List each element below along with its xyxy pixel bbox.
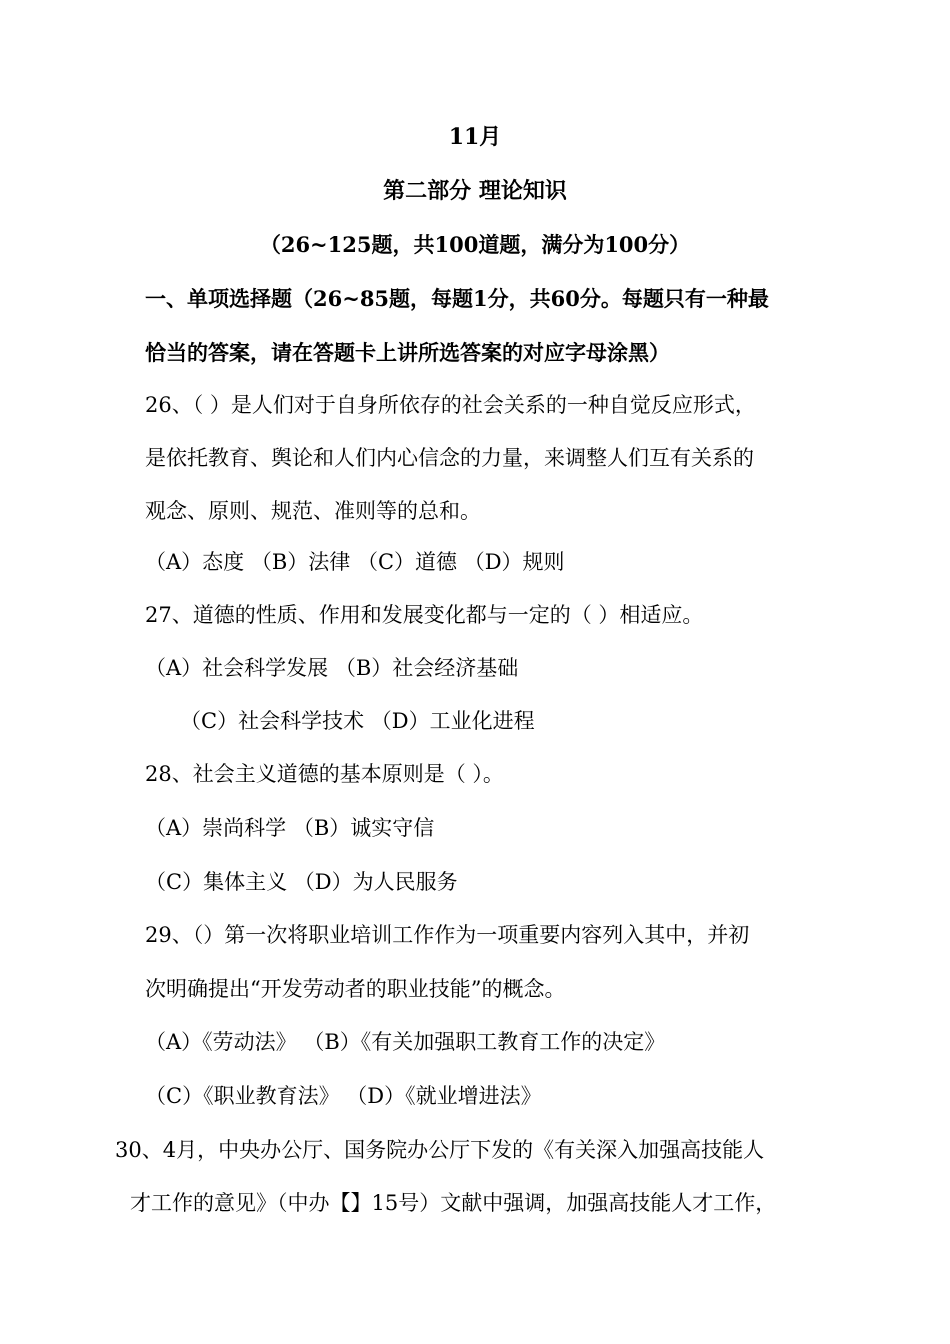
question-26-stem-line-2: 是依托教育、舆论和人们内心信念的力量，来调整人们互有关系的 xyxy=(145,446,754,470)
question-30-stem-line-2: 才工作的意见》（中办【】15号）文献中强调，加强高技能人才工作， xyxy=(130,1191,777,1215)
question-29-stem-line-1: 29、（）第一次将职业培训工作作为一项重要内容列入其中，并初 xyxy=(145,923,750,947)
question-30-stem-line-1: 30、4月，中央办公厅、国务院办公厅下发的《有关深入加强高技能人 xyxy=(115,1138,765,1162)
question-27-options-line-2: （C）社会科学技术 （D）工业化进程 xyxy=(180,709,535,733)
part-subtitle: （26~125题，共100道题，满分为100分） xyxy=(259,232,691,257)
question-28-stem: 28、社会主义道德的基本原则是（ ）。 xyxy=(145,762,504,786)
question-27-options-line-1: （A）社会科学发展 （B）社会经济基础 xyxy=(145,656,519,680)
question-29-stem-line-2: 次明确提出“开发劳动者的职业技能”的概念。 xyxy=(145,977,566,1001)
section-heading-line-2: 恰当的答案，请在答题卡上讲所选答案的对应字母涂黑） xyxy=(145,340,670,365)
question-26-stem-line-1: 26、（ ）是人们对于自身所依存的社会关系的一种自觉反应形式， xyxy=(145,393,756,417)
question-26-options: （A）态度 （B）法律 （C）道德 （D）规则 xyxy=(145,550,565,574)
question-27-stem: 27、道德的性质、作用和发展变化都与一定的（ ）相适应。 xyxy=(145,603,704,627)
question-26-stem-line-3: 观念、原则、规范、准则等的总和。 xyxy=(145,499,481,523)
month-heading: 11月 xyxy=(448,124,502,150)
question-28-options-line-1: （A）崇尚科学 （B）诚实守信 xyxy=(145,816,435,840)
question-29-options-line-1: （A）《劳动法》 （B）《有关加强职工教育工作的决定》 xyxy=(145,1030,666,1054)
section-heading-line-1: 一、单项选择题（26~85题，每题1分，共60分。每题只有一种最 xyxy=(145,286,769,311)
question-29-options-line-2: （C）《职业教育法》 （D）《就业增进法》 xyxy=(145,1084,542,1108)
question-28-options-line-2: （C）集体主义 （D）为人民服务 xyxy=(145,870,458,894)
part-title: 第二部分 理论知识 xyxy=(383,178,567,204)
